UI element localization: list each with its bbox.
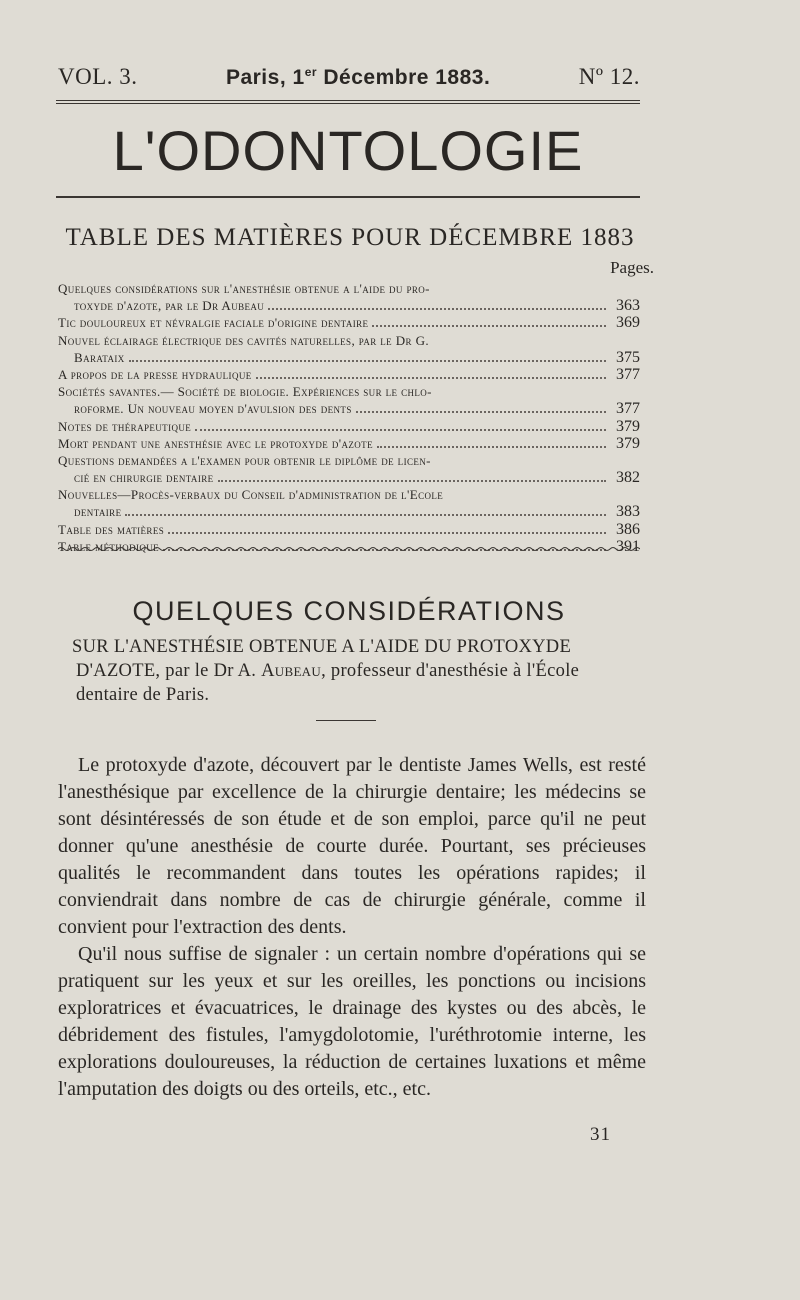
toc-entry-text: A propos de la presse hydraulique <box>58 366 252 382</box>
toc-leader-dots <box>195 429 606 431</box>
toc-entry-line <box>58 280 640 297</box>
header-rule-top <box>56 100 640 101</box>
article-subtitle <box>72 635 642 707</box>
toc-entry-line <box>58 503 640 520</box>
toc-page-number: 363 <box>616 297 640 315</box>
toc-leader-dots <box>372 325 606 327</box>
date-prefix: Paris, 1 <box>225 66 305 89</box>
article-title: QUELQUES CONSIDÉRATIONS <box>132 596 566 626</box>
toc-entry-line <box>58 332 640 349</box>
toc-entry-line <box>58 418 640 435</box>
toc-entry-line <box>58 383 640 400</box>
paragraph: Le protoxyde d'azote, découvert par le dentiste James Wells, est resté l'anesthésique par excellence de la chirurgie dentaire; les médecins se sont désintéressés de son étude et de son emploi, parce qu'il ne peut donner qu'une anesthésie de courte durée. Pourtant, ses précieuses qualités le recommandent dans toutes les opérations rapides; il conviendrait dans nombre de cas de chirurgie générale, comme il convient pour l'extraction des dents. <box>58 754 646 938</box>
toc-page-number: 382 <box>616 469 640 487</box>
toc-entry-line <box>58 349 640 366</box>
issue-date <box>226 65 490 90</box>
toc-entry-line <box>58 452 640 469</box>
date-suffix: Décembre 1883. <box>317 66 491 89</box>
toc-entry-text: Sociétés savantes.— Société de biologie. Expériences sur le chlo- <box>58 384 432 400</box>
toc-entry-text: Nouvel éclairage électrique des cavités naturelles, par le Dr G. <box>58 332 430 348</box>
toc-entry-text: cié en chirurgie dentaire <box>74 470 214 486</box>
article-body <box>58 752 646 1103</box>
date-superscript: er <box>304 65 318 79</box>
toc-entry-text: toxyde d'azote, par le Dr Aubeau <box>74 298 265 314</box>
journal-title: L'ODONTOLOGIE <box>112 119 584 182</box>
toc-page-number: 379 <box>616 434 640 452</box>
toc-entry-line <box>58 314 640 331</box>
toc-leader-dots <box>256 377 606 379</box>
volume-label: VOL. 3. <box>58 64 138 89</box>
toc-page-number: 375 <box>616 348 640 366</box>
table-of-contents <box>58 280 640 555</box>
toc-entry-text: Table méthodique <box>58 538 160 554</box>
toc-entry-line <box>58 435 640 452</box>
toc-entry-text: Notes de thérapeutique <box>58 418 192 434</box>
toc-entry-text: Tic douloureux et névralgie faciale d'origine dentaire <box>58 315 369 331</box>
toc-entry-line <box>58 297 640 314</box>
toc-page-number: 377 <box>616 400 640 418</box>
toc-entry-line <box>58 469 640 486</box>
toc-entry-line <box>58 400 640 417</box>
page-number: 31 <box>590 1124 611 1145</box>
toc-page-number: 369 <box>616 314 640 332</box>
toc-pages-label: Pages. <box>610 258 654 277</box>
toc-page-number: 377 <box>616 365 640 383</box>
subtitle-part-a: SUR L'ANESTHÉSIE OBTENUE A L'AIDE DU PROTOXYDE D'AZOTE, par le Dr A. <box>72 637 572 681</box>
toc-entry-line <box>58 521 640 538</box>
toc-entry-text: roforme. Un nouveau moyen d'avulsion des dents <box>74 401 352 417</box>
toc-entry-text: Table des matières <box>58 521 165 537</box>
toc-leader-dots <box>268 308 606 310</box>
header-rule-bottom <box>56 103 640 104</box>
toc-entry-line <box>58 486 640 503</box>
toc-page-number: 391 <box>616 537 640 555</box>
title-rule <box>56 196 640 198</box>
toc-entry-text: dentaire <box>74 504 122 520</box>
toc-leader-dots <box>356 411 606 413</box>
toc-leader-dots <box>129 360 606 362</box>
toc-entry-text: Questions demandées a l'examen pour obtenir le diplôme de licen- <box>58 452 431 468</box>
toc-entry-text: Mort pendant une anesthésie avec le protoxyde d'azote <box>58 435 373 451</box>
toc-entry-text: Nouvelles—Procès-verbaux du Conseil d'administration de l'Ecole <box>58 487 444 503</box>
toc-leader-dots <box>168 532 606 534</box>
toc-entry-text: Quelques considérations sur l'anesthésie obtenue a l'aide du pro- <box>58 281 430 296</box>
toc-leader-dots <box>125 514 606 516</box>
toc-entry-line <box>58 366 640 383</box>
paragraph: Qu'il nous suffise de signaler : un certain nombre d'opérations qui se pratiquent sur les yeux et sur les oreilles, les ponctions ou incisions exploratrices et évacuatrices, le drainage des kystes ou des abcès, le débridement des fistules, l'amygdolotomie, l'uréthrotomie interne, les explorations douloureuses, la réduction de certaines luxations et même l'amputation des doigts ou des orteils, etc., etc. <box>58 943 646 1100</box>
wavy-separator <box>58 545 640 553</box>
toc-heading: TABLE DES MATIÈRES POUR DÉCEMBRE 1883 <box>65 224 635 251</box>
subtitle-part-b: , professeur d'anesthésie à l'École dentaire de Paris. <box>76 661 580 705</box>
toc-entry-text: Barataix <box>74 349 125 365</box>
toc-leader-dots <box>377 446 606 448</box>
issue-header <box>58 64 640 90</box>
toc-page-number: 383 <box>616 503 640 521</box>
toc-page-number: 386 <box>616 520 640 538</box>
toc-page-number: 379 <box>616 417 640 435</box>
short-rule <box>316 720 376 721</box>
subtitle-author: Aubeau <box>261 661 322 681</box>
toc-leader-dots <box>218 480 606 482</box>
issue-number: Nº 12. <box>578 64 640 89</box>
